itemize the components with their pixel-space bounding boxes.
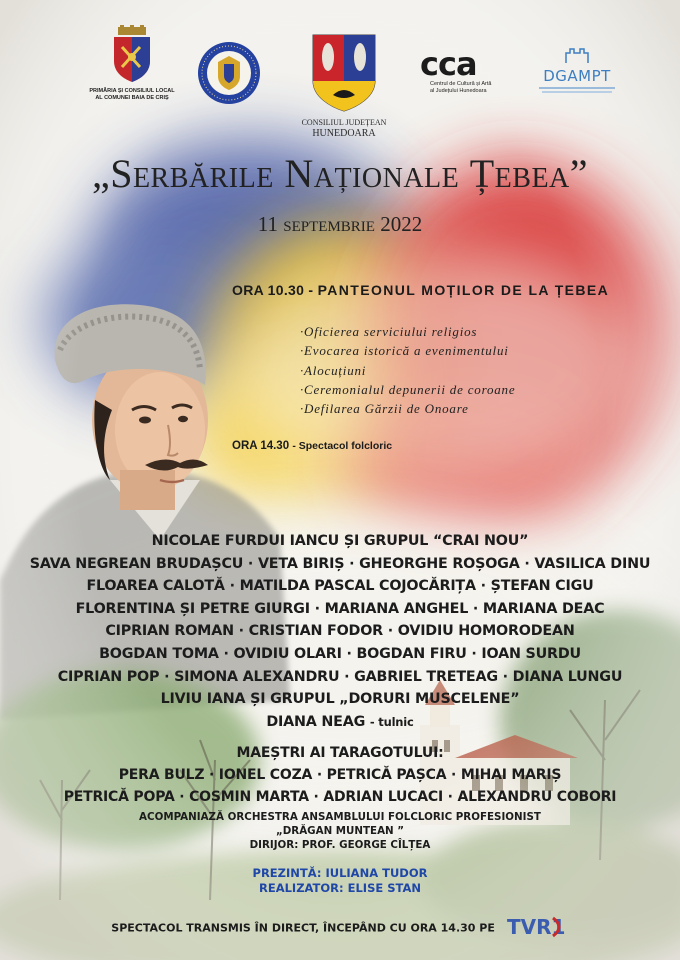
ceremony-list — [300, 322, 515, 418]
broadcast-info — [0, 914, 680, 943]
schedule-morning-place: PANTEONUL MOȚILOR DE LA ȚEBEA — [317, 282, 610, 298]
schedule-afternoon-time: ORA 14.30 — [232, 440, 290, 452]
credits — [0, 866, 680, 896]
coat-of-arms-icon — [110, 25, 154, 83]
schedule-afternoon-event: - Spectacol folcloric — [292, 440, 393, 452]
artists-row: NICOLAE FURDUI IANCU ȘI GRUPUL “CRAI NOU” — [151, 533, 529, 549]
artists-row: CIPRIAN ROMAN · CRISTIAN FODOR · OVIDIU HOMORODEAN — [105, 623, 575, 640]
hunedoara-coat-of-arms-icon — [311, 33, 377, 113]
artists-row: CIPRIAN POP · SIMONA ALEXANDRU · GABRIEL TRETEAG · DIANA LUNGU — [57, 668, 623, 685]
logo-primaria — [72, 25, 192, 102]
page-title: „Serbările Naționale Țebea” — [91, 151, 589, 196]
list-item: ·Oficierea serviciului religios — [300, 324, 478, 339]
taragot-heading: MAEȘTRI AI TARAGOTULUI: — [236, 745, 444, 761]
schedule-morning-time: ORA 10.30 — [232, 282, 305, 298]
cca-caption-line1: Centrul de Cultură și Artă — [430, 81, 492, 87]
logo-ministerul — [196, 40, 262, 111]
artists-list — [0, 530, 680, 733]
orchestra-info — [0, 810, 680, 852]
artists-row: SAVA NEGREAN BRUDAȘCU · VETA BIRIȘ · GHEORGHE ROȘOGA · VASILICA DINU — [29, 555, 651, 572]
logo-dgampt — [532, 47, 622, 93]
presenter: PREZINTĂ: IULIANA TUDOR — [252, 866, 428, 880]
artists-row: FLORENTINA ȘI PETRE GIURGI · MARIANA ANGHEL · MARIANA DEAC — [75, 600, 605, 617]
schedule-afternoon — [232, 440, 392, 452]
schedule-morning: ORA 10.30 - PANTEONUL MOȚILOR DE LA ȚEBEA — [232, 282, 610, 298]
taragot-row: PETRICĂ POPA · COSMIN MARTA · ADRIAN LUCACI · ALEXANDRU COBORI — [63, 789, 617, 805]
artists-row: BOGDAN TOMA · OVIDIU OLARI · BOGDAN FIRU · IOAN SURDU — [99, 645, 581, 662]
broadcast-text: SPECTACOL TRANSMIS ÎN DIRECT, ÎNCEPÂND CU ORA 14.30 PE — [111, 921, 495, 935]
list-item: ·Evocarea istorică a evenimentului — [300, 343, 509, 359]
logo-consiliul-judetean — [294, 33, 394, 140]
ministry-seal-icon — [196, 40, 262, 106]
artists-row: FLOAREA CALOTĂ · MATILDA PASCAL COJOCĂRIȚA · ȘTEFAN CIGU — [86, 578, 594, 595]
dgampt-logo-icon — [562, 47, 592, 63]
director: REALIZATOR: ELISE STAN — [258, 881, 421, 895]
logo-cca — [420, 47, 510, 95]
tvr1-logo-icon — [505, 914, 569, 943]
artist-name: DIANA NEAG — [266, 713, 366, 730]
primaria-caption-line1: PRIMĂRIA ȘI CONSILIUL LOCAL — [89, 88, 175, 94]
orchestra-conductor: DIRIJOR: PROF. GEORGE CÎLȚEA — [249, 839, 431, 851]
list-item: ·Ceremonialul depunerii de coroane — [300, 381, 516, 397]
orchestra-line2: „DRĂGAN MUNTEAN ” — [275, 825, 405, 837]
list-item: ·Defilarea Gărzii de Onoare — [300, 401, 469, 417]
artists-row: LIVIU IANA ȘI GRUPUL „DORURI MUSCELENE” — [160, 691, 520, 708]
artist-role: - tulnic — [369, 714, 414, 729]
taragot-row: PERA BULZ · IONEL COZA · PETRICĂ PAȘCA · MIHAI MARIȘ — [118, 767, 562, 783]
primaria-caption-line2: AL COMUNEI BAIA DE CRIȘ — [95, 95, 169, 101]
consiliul-caption-line2: HUNEDOARA — [312, 128, 376, 139]
dgampt-name: DGAMPT — [543, 67, 611, 85]
taragot-masters — [0, 742, 680, 808]
tvr1-text: TVR1 — [506, 915, 566, 939]
cca-logo-icon: cca — [420, 45, 477, 83]
artist-diana-neag — [0, 711, 680, 734]
orchestra-line1: ACOMPANIAZĂ ORCHESTRA ANSAMBLULUI FOLCLORIC PROFESIONIST — [139, 811, 541, 823]
consiliul-caption-line1: CONSILIUL JUDEȚEAN — [301, 118, 387, 127]
cca-caption-line2: al Județului Hunedoara — [430, 88, 487, 94]
event-date: 11 septembrie 2022 — [257, 212, 423, 236]
list-item: ·Alocuțiuni — [300, 362, 367, 378]
logo-bar — [0, 25, 680, 139]
